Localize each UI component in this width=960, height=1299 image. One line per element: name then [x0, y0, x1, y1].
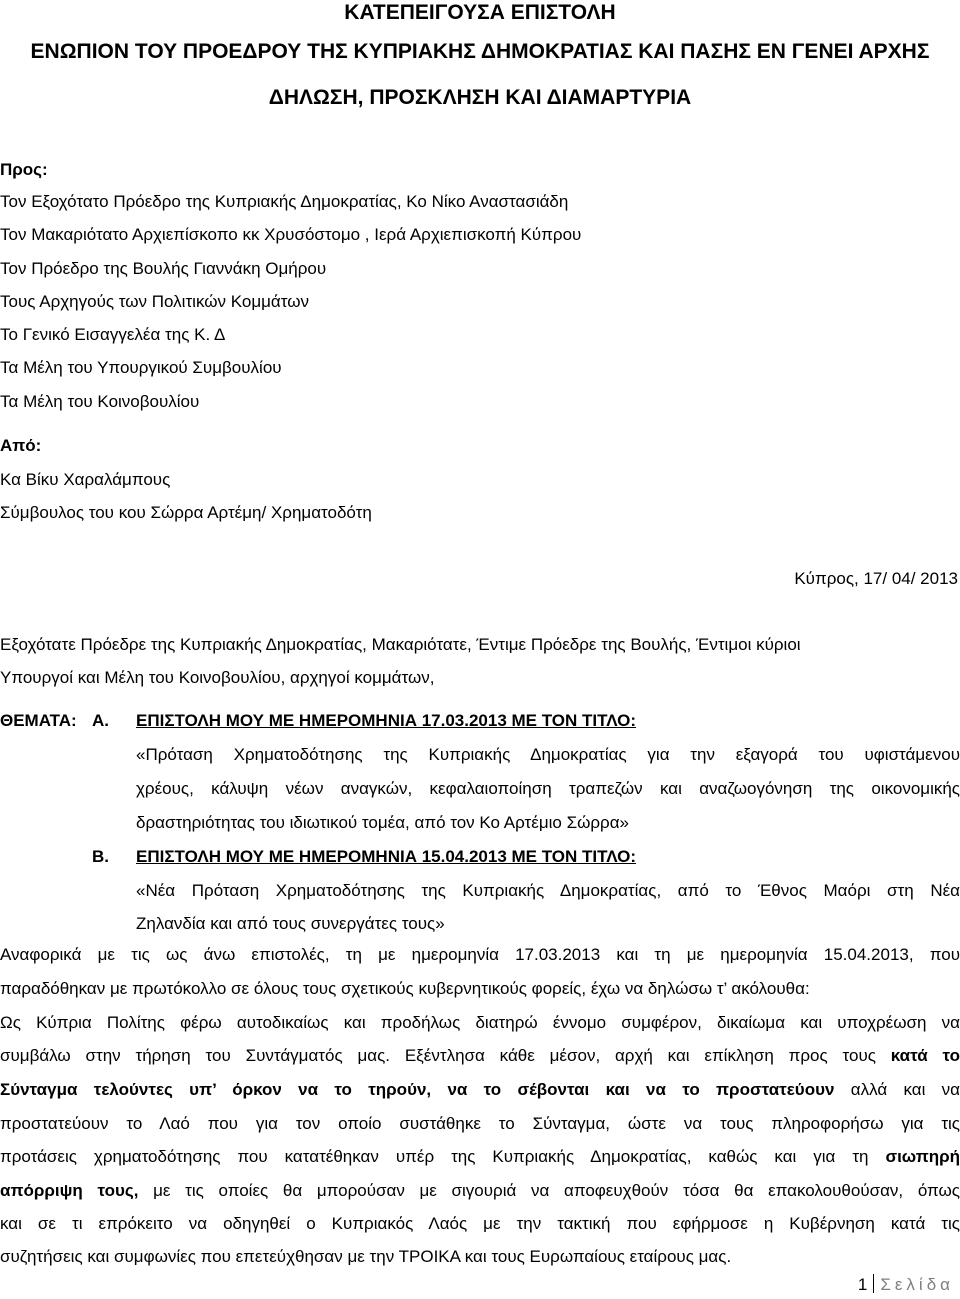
salutation-line: Εξοχότατε Πρόεδρε της Κυπριακής Δημοκρατίας, Μακαριότατε, Έντιμε Πρόεδρε της Βουλής, Έντιμοι κύριοι — [0, 635, 801, 654]
topic-b-heading: ΕΠΙΣΤΟΛΗ ΜΟΥ ΜΕ ΗΜΕΡΟΜΗΝΙΑ 15.04.2013 ΜΕ ΤΟΝ ΤΙΤΛΟ: — [136, 847, 637, 866]
sender-name: Κα Βίκυ Χαραλάμπους — [0, 470, 171, 489]
body-emphasis: Σύνταγμα τελούντες υπ’ όρκον να το τηρούν, να το σέβονται και να το προστατεύουν — [0, 1080, 835, 1099]
sender-role: Σύμβουλος του κου Σώρρα Αρτέμη/ Χρηματοδότη — [0, 503, 372, 522]
body-paragraph-line — [0, 1045, 960, 1067]
header-declaration: ΔΗΛΩΣΗ, ΠΡΟΣΚΛΗΣΗ ΚΑΙ ΔΙΑΜΑΡΤΥΡΙΑ — [268, 86, 692, 109]
topic-a-heading: ΕΠΙΣΤΟΛΗ ΜΟΥ ΜΕ ΗΜΕΡΟΜΗΝΙΑ 17.03.2013 ΜΕ ΤΟΝ ΤΙΤΛΟ: — [136, 711, 637, 730]
header-subtitle: ΕΝΩΠΙΟΝ ΤΟΥ ΠΡΟΕΔΡΟΥ ΤΗΣ ΚΥΠΡΙΑΚΗΣ ΔΗΜΟΚΡΑΤΙΑΣ ΚΑΙ ΠΑΣΗΣ ΕΝ ΓΕΝΕΙ ΑΡΧΗΣ — [30, 40, 930, 63]
topics-label: ΘΕΜΑΤΑ: — [0, 711, 77, 730]
recipient-item: Τα Μέλη του Κοινοβουλίου — [0, 392, 200, 411]
body-text: συμβάλω στην τήρηση του Συντάγματός μας. Εξέντλησα κάθε μέσον, αρχή και επίκληση προς τους — [0, 1046, 891, 1065]
body-paragraph-line: Αναφορικά με τις ως άνω επιστολές, τη με ημερομηνία 17.03.2013 και τη με ημερομηνία 15.04.2013, που — [0, 945, 960, 964]
body-paragraph-line: και σε τι επρόκειτο να οδηγηθεί ο Κυπριακός Λαός με την τακτική που εφήρμοσε η Κυβέρνηση κατά τις — [0, 1214, 960, 1233]
recipient-item: Τα Μέλη του Υπουργικού Συμβουλίου — [0, 358, 282, 377]
topic-b-text: Ζηλανδία και από τους συνεργάτες τους» — [136, 914, 445, 933]
topic-b-text: «Νέα Πρόταση Χρηματοδότησης της Κυπριακής Δημοκρατίας, από το Έθνος Μαόρι στη Νέα — [136, 881, 960, 900]
body-paragraph-line: Ως Κύπρια Πολίτης φέρω αυτοδικαίως και προδήλως διατηρώ έννομο συμφέρον, δικαίωμα και υποχρέωση να — [0, 1013, 960, 1032]
header-title: ΚΑΤΕΠΕΙΓΟΥΣΑ ΕΠΙΣΤΟΛΗ — [344, 1, 616, 24]
topic-a-text: δραστηριότητας του ιδιωτικού τομέα, από τον Κο Αρτέμιο Σώρρα» — [136, 813, 629, 832]
body-paragraph-line — [0, 1146, 960, 1168]
body-emphasis: απόρριψη τους, — [0, 1181, 139, 1200]
recipient-item: Το Γενικό Εισαγγελέα της Κ. Δ — [0, 325, 226, 344]
topic-b-marker: Β. — [92, 847, 109, 866]
footer-divider — [873, 1274, 874, 1293]
body-paragraph-line: παραδόθηκαν με πρωτόκολλο σε όλους τους σχετικούς κυβερνητικούς φορείς, έχω να δηλώσω τ’ ακόλουθα: — [0, 979, 810, 998]
topic-a-marker: Α. — [92, 711, 109, 730]
salutation-line: Υπουργοί και Μέλη του Κοινοβουλίου, αρχηγοί κομμάτων, — [0, 668, 435, 687]
page-footer — [858, 1274, 954, 1296]
from-label: Από: — [0, 436, 42, 455]
body-paragraph-line — [0, 1079, 960, 1101]
body-paragraph-line: συζητήσεις και συμφωνίες που επετεύχθησαν με την ΤΡΟΙΚΑ και τους Ευρωπαίους εταίρους μας. — [0, 1247, 732, 1266]
body-emphasis: κατά το — [890, 1046, 960, 1065]
body-paragraph-line: προστατεύουν το Λαό που για τον οποίο συστάθηκε το Σύνταγμα, ώστε να τους πληροφορήσω για τις — [0, 1114, 960, 1133]
body-text: αλλά και να — [834, 1080, 960, 1099]
body-text: με τις οποίες θα μπορούσαν με σιγουριά να αποφευχθούν τόσα θα επακολουθούσαν, όπως — [138, 1181, 960, 1200]
body-text: προτάσεις χρηματοδότησης που κατατέθηκαν υπέρ της Κυπριακής Δημοκρατίας, καθώς και για τη — [0, 1147, 886, 1166]
page-label: Σελίδα — [880, 1275, 954, 1294]
to-label: Προς: — [0, 160, 48, 179]
recipient-item: Τον Μακαριότατο Αρχιεπίσκοπο κκ Χρυσόστομο , Ιερά Αρχιεπισκοπή Κύπρου — [0, 225, 582, 244]
body-paragraph-line — [0, 1180, 960, 1202]
date-line: Κύπρος, 17/ 04/ 2013 — [794, 569, 958, 588]
page-number: 1 — [857, 1275, 868, 1294]
recipient-item: Τον Εξοχότατο Πρόεδρο της Κυπριακής Δημοκρατίας, Κο Νίκο Αναστασιάδη — [0, 192, 569, 211]
recipient-item: Τους Αρχηγούς των Πολιτικών Κομμάτων — [0, 292, 309, 311]
recipient-item: Τον Πρόεδρο της Βουλής Γιαννάκη Ομήρου — [0, 259, 327, 278]
topic-a-text: «Πρόταση Χρηματοδότησης της Κυπριακής Δημοκρατίας για την εξαγορά του υφιστάμενου — [136, 745, 960, 764]
body-emphasis: σιωπηρή — [885, 1147, 960, 1166]
topic-a-text: χρέους, κάλυψη νέων αναγκών, κεφαλαιοποίηση τραπεζών και αναζωογόνηση της οικονομικής — [136, 779, 960, 798]
